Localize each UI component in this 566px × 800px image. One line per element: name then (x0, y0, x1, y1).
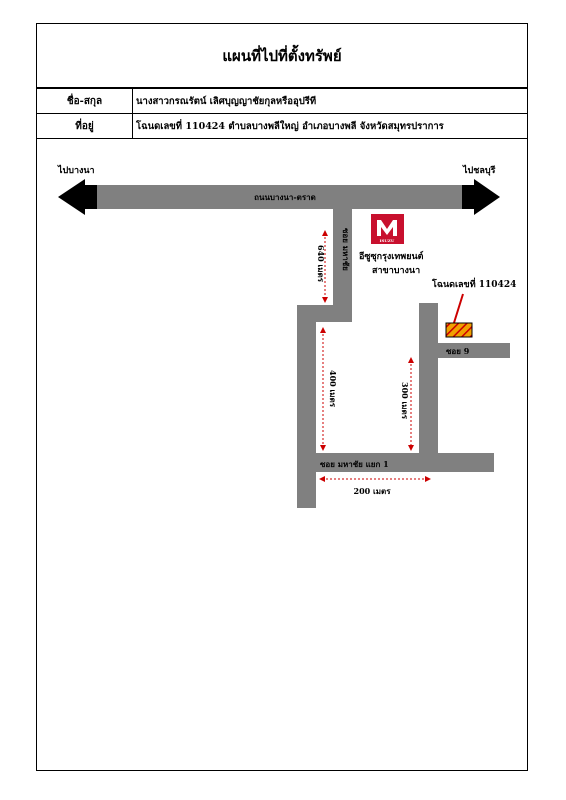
right-direction-label: ไปชลบุรี (463, 166, 496, 176)
dist-200-label: 200 เมตร (353, 486, 391, 496)
arrow-right-icon (474, 179, 500, 215)
plot-label: โฉนดเลขที่ 110424 (432, 280, 517, 290)
dist-arrow-down-icon (322, 297, 328, 303)
dist-arrow-up-icon (322, 230, 328, 236)
right-vertical-road (419, 303, 438, 472)
side-road-label: ซอย มหาชัย (341, 228, 351, 271)
dist-arrow-up-icon (408, 357, 414, 363)
plot-pointer (453, 294, 463, 326)
dist-arrow-up-icon (320, 327, 326, 333)
arrow-left-icon (58, 179, 85, 215)
address-label: ที่อยู่ (37, 114, 133, 138)
left-direction-label: ไปบางนา (58, 166, 95, 176)
dist-arrow-left-icon (319, 476, 325, 482)
name-value: นางสาวกรณรัตน์ เลิศบุญญาชัยกุลหรืออุปรีที (136, 95, 317, 107)
dealer-name: อีซูซุกรุงเทพยนต์ (359, 252, 424, 262)
main-road-right-end (462, 185, 474, 209)
logo-text: ISUZU (379, 238, 395, 243)
page-title: แผนที่ไปที่ตั้งทรัพย์ (222, 46, 342, 65)
isuzu-logo-icon (371, 214, 404, 244)
dist-640-label: 640 เมตร (316, 245, 326, 282)
name-label: ชื่อ-สกุล (37, 89, 133, 113)
dist-arrow-right-icon (425, 476, 431, 482)
soi-9-label: ซอย 9 (446, 346, 470, 356)
address-value: โฉนดเลขที่ 110424 ตำบลบางพลีใหญ่ อำเภอบางพลี จังหวัดสมุทรปราการ (136, 120, 444, 132)
main-road-left-end (85, 185, 97, 209)
dist-300-label: 300 เมตร (400, 382, 410, 419)
dist-arrow-down-icon (320, 445, 326, 451)
dist-arrow-down-icon (408, 445, 414, 451)
left-vertical-road (297, 305, 316, 508)
dist-400-label: 400 เมตร (328, 370, 338, 407)
soi-mahachai-1-label: ซอย มหาชัย แยก 1 (320, 459, 389, 469)
main-road-label: ถนนบางนา-ตราด (254, 192, 316, 202)
plot-marker (446, 323, 472, 337)
dealer-branch: สาขาบางนา (372, 266, 421, 276)
